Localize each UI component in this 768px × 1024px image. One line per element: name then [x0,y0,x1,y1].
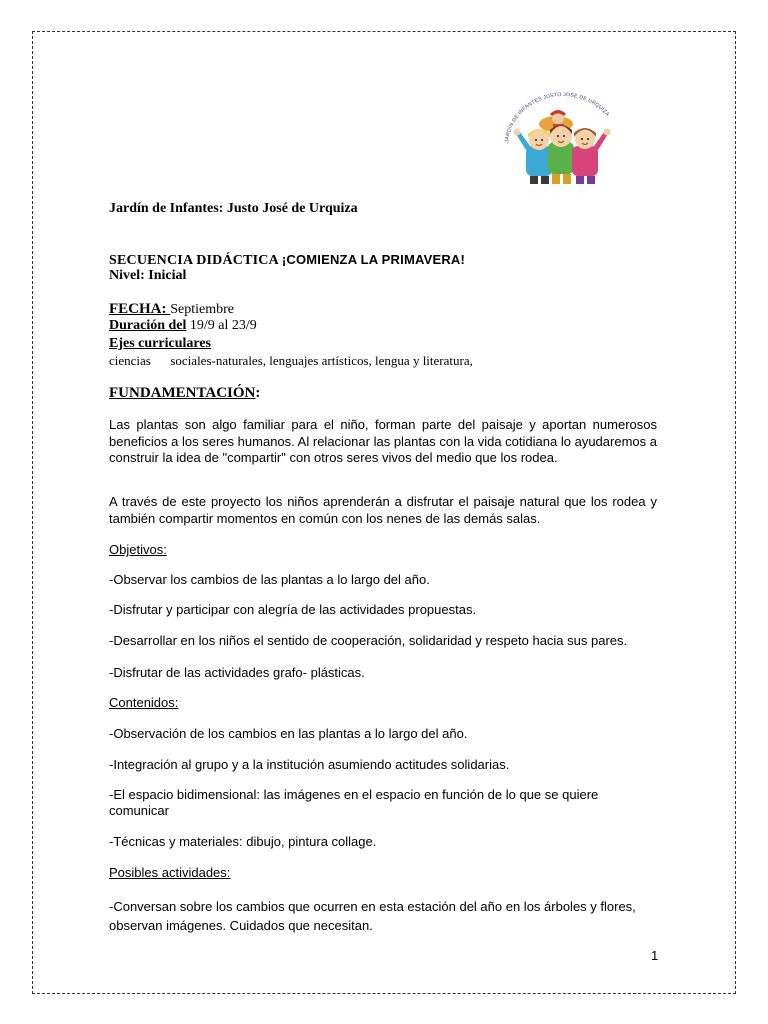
fecha-value: Septiembre [170,302,235,317]
sequence-title: ¡COMIENZA LA PRIMAVERA! [281,252,466,267]
fecha-label: FECHA: [109,301,171,317]
contenido-item: -Integración al grupo y a la institución asumiendo actitudes solidarias. [109,757,510,772]
sequence-prefix: SECUENCIA DIDÁCTICA [109,253,282,268]
sequence-heading [109,252,465,269]
fundamentacion-heading [109,385,260,402]
contenido-item: -Técnicas y materiales: dibujo, pintura collage. [109,834,377,849]
ejes-label: Ejes curriculares [109,336,211,351]
contenidos-heading: Contenidos: [109,695,179,710]
fundamentacion-paragraph-1: Las plantas son algo familiar para el niño, forman parte del paisaje y aportan numerosos beneficios a los seres humanos. Al relacionar las plantas con la vida cotidiana lo ayudaremos a construir la idea de "compartir" con otros seres vivos del medio que los rodea. [109,417,657,465]
children-school-logo-icon [498,84,628,202]
fecha-line [109,301,234,318]
fundamentacion-colon: : [255,385,261,401]
nivel-label: Nivel: Inicial [109,268,187,283]
duracion-label: Duración del [109,318,187,333]
objetivo-item: -Observar los cambios de las plantas a lo largo del año. [109,572,430,587]
objetivo-item: -Disfrutar de las actividades grafo- plásticas. [109,665,365,680]
contenido-item: -Observación de los cambios en las plantas a lo largo del año. [109,726,468,741]
ejes-value: ciencias sociales-naturales, lenguajes artísticos, lengua y literatura, [109,353,473,368]
objetivos-heading: Objetivos: [109,542,167,557]
contenido-item: -El espacio bidimensional: las imágenes en el espacio en función de lo que se quiere comunicar [109,787,599,818]
school-name: Jardín de Infantes: Justo José de Urquiza [109,201,358,216]
duracion-line [109,318,257,334]
objetivo-item: -Desarrollar en los niños el sentido de cooperación, solidaridad y respeto hacia sus pares. [109,633,628,648]
page-number: 1 [651,948,659,963]
actividades-heading: Posibles actividades: [109,865,231,880]
objetivo-item: -Disfrutar y participar con alegría de las actividades propuestas. [109,602,477,617]
fundamentacion-title: FUNDAMENTACIÓN [109,385,256,401]
actividad-item: -Conversan sobre los cambios que ocurren en esta estación del año en los árboles y flores, observan imágenes. Cuidados que necesitan. [109,899,636,933]
fundamentacion-paragraph-2: A través de este proyecto los niños aprenderán a disfrutar el paisaje natural que los rodea y también compartir momentos en común con los nenes de las demás salas. [109,494,657,526]
logo-arc-text: JARDIN DE INFANTES JUSTO JOSE DE URQUIZA [504,92,611,143]
duracion-value: 19/9 al 23/9 [186,318,257,333]
